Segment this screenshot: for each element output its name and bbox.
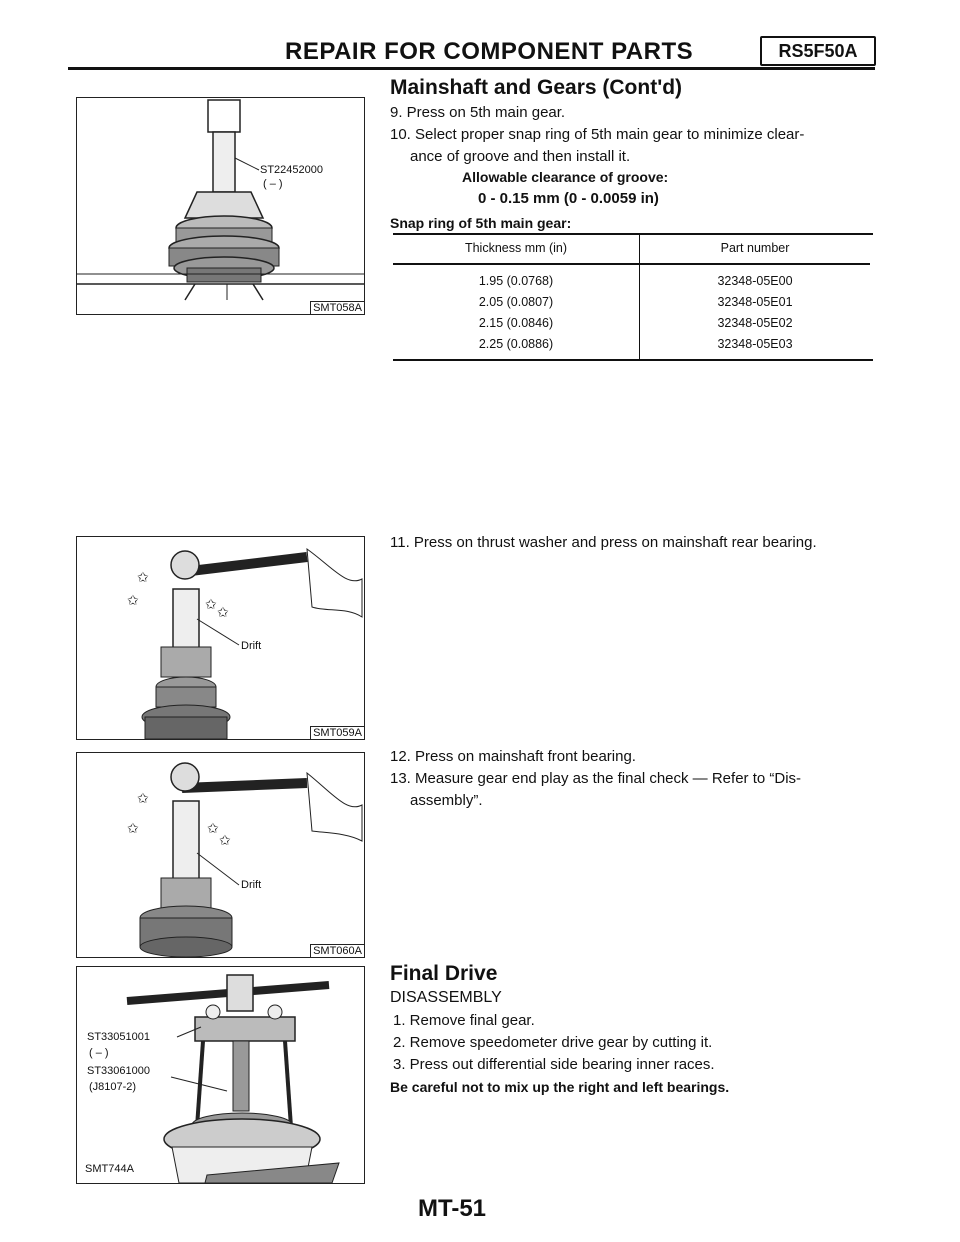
tool-label-j8107-2: (J8107-2)	[89, 1081, 137, 1093]
final-drive-step-1: 1. Remove final gear.	[393, 1012, 535, 1029]
table-row	[393, 264, 870, 292]
tool-label-st22452000: ST22452000	[260, 164, 323, 176]
cell-part-number: 32348-05E03	[717, 337, 793, 351]
step-12: 12. Press on mainshaft front bearing.	[390, 748, 636, 765]
drift-label: Drift	[241, 879, 262, 891]
table-row	[393, 313, 870, 334]
page-header-title: REPAIR FOR COMPONENT PARTS	[285, 38, 694, 65]
mainshaft-press-illustration	[77, 98, 364, 314]
tool-label-alt: ( – )	[263, 178, 283, 190]
cell-part-number: 32348-05E02	[717, 316, 793, 330]
step-11: 11. Press on thrust washer and press on mainshaft rear bearing.	[390, 534, 817, 551]
hammer-drift-illustration	[77, 537, 364, 739]
clearance-value: 0 - 0.15 mm (0 - 0.0059 in)	[478, 190, 659, 207]
table-row	[393, 334, 870, 359]
step-13-line2: assembly”.	[410, 792, 483, 809]
subsection-disassembly: DISASSEMBLY	[390, 989, 502, 1006]
cell-thickness: 2.05 (0.0807)	[393, 292, 640, 313]
final-drive-step-2: 2. Remove speedometer drive gear by cutting it.	[393, 1034, 713, 1051]
section-title-mainshaft: Mainshaft and Gears (Cont'd)	[390, 76, 683, 99]
svg-text:✩: ✩	[137, 790, 149, 806]
clearance-label: Allowable clearance of groove:	[462, 169, 669, 185]
snap-ring-table-caption: Snap ring of 5th main gear:	[390, 215, 572, 231]
svg-text:✩: ✩	[219, 832, 231, 848]
hammer-drift-illustration	[77, 753, 364, 957]
svg-text:✩: ✩	[137, 569, 149, 585]
cell-thickness: 1.95 (0.0768)	[393, 264, 640, 292]
figure-smt744a	[76, 966, 365, 1184]
step-13-line1: 13. Measure gear end play as the final check — Refer to “Dis-	[390, 770, 802, 787]
snap-ring-table-wrapper	[393, 233, 873, 361]
svg-text:✩: ✩	[205, 596, 217, 612]
header-divider	[68, 67, 875, 70]
step-10-line1: 10. Select proper snap ring of 5th main gear to minimize clear-	[390, 126, 805, 143]
step-10-line2: ance of groove and then install it.	[410, 148, 631, 165]
drift-label: Drift	[241, 640, 262, 652]
model-code-badge: RS5F50A	[760, 36, 876, 66]
tool-label-st33061000: ST33061000	[87, 1065, 150, 1077]
snap-ring-table	[393, 235, 870, 359]
figure-id: SMT060A	[310, 944, 365, 958]
cell-part-number: 32348-05E00	[717, 274, 793, 288]
cell-thickness: 2.25 (0.0886)	[393, 334, 640, 359]
step-9: 9. Press on 5th main gear.	[390, 104, 566, 121]
svg-text:✩: ✩	[207, 820, 219, 836]
table-row	[393, 292, 870, 313]
bearing-caution: Be careful not to mix up the right and left bearings.	[390, 1079, 730, 1095]
page-number: MT-51	[418, 1195, 487, 1222]
col-header-part-number: Part number	[640, 235, 871, 264]
figure-id: SMT744A	[85, 1163, 134, 1175]
figure-smt058a	[76, 97, 365, 315]
cell-part-number: 32348-05E01	[717, 295, 793, 309]
final-drive-step-3: 3. Press out differential side bearing inner races.	[393, 1056, 715, 1073]
figure-id: SMT058A	[310, 301, 365, 315]
svg-text:✩: ✩	[127, 592, 139, 608]
svg-text:✩: ✩	[217, 604, 229, 620]
cell-thickness: 2.15 (0.0846)	[393, 313, 640, 334]
col-header-thickness: Thickness mm (in)	[393, 235, 640, 264]
table-bottom-rule	[393, 359, 873, 361]
figure-smt059a	[76, 536, 365, 740]
tool-label-alt: ( – )	[89, 1047, 109, 1059]
figure-id: SMT059A	[310, 726, 365, 740]
svg-text:✩: ✩	[127, 820, 139, 836]
table-header-row	[393, 235, 870, 264]
tool-label-st33051001: ST33051001	[87, 1031, 150, 1043]
figure-smt060a	[76, 752, 365, 958]
section-title-final-drive: Final Drive	[390, 962, 498, 985]
